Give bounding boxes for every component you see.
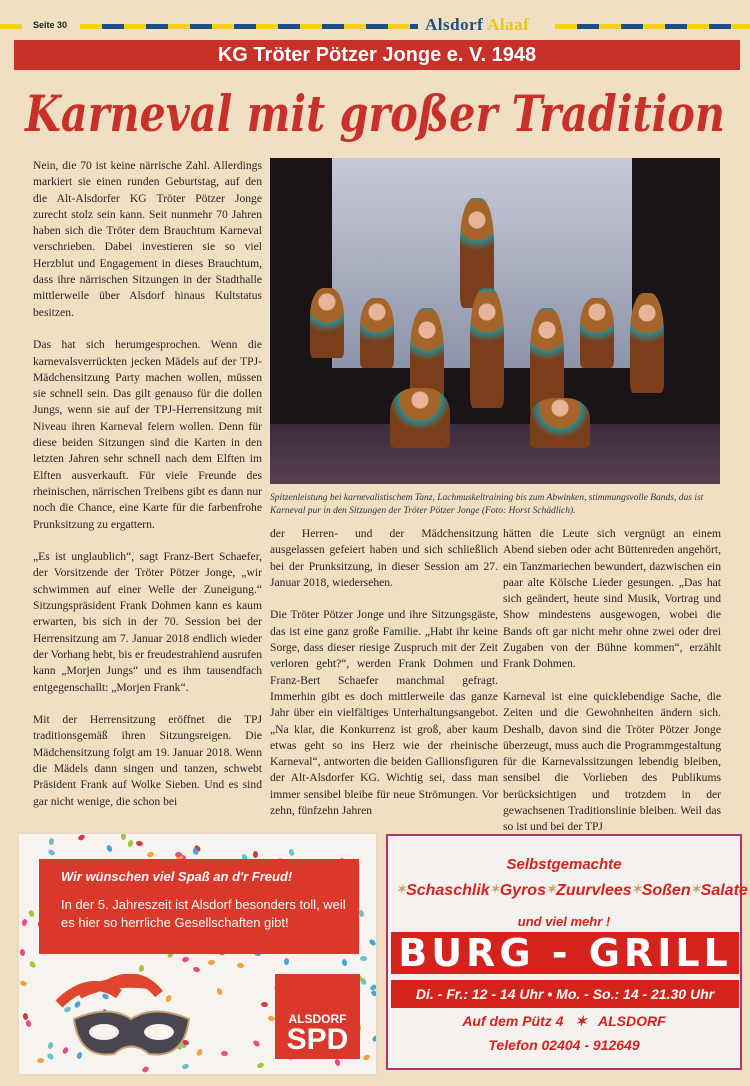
confetti-dot	[136, 840, 144, 846]
magazine-title: Alsdorf Alaaf	[425, 15, 530, 34]
confetti-dot	[105, 844, 113, 852]
ad-text: In der 5. Jahreszeit ist Alsdorf besonders toll, weil es hier so herrliche Gesellschaften gibt!	[61, 897, 346, 930]
star-icon: ✶	[575, 1013, 587, 1029]
paragraph: Die Tröter Pötzer Jonge und ihre Sitzungsgäste, das ist eine ganz große Familie. „Habt ihr keine Sorge, dass dieser riesige Zuspruch mit der Zeit verloren geht?“, werden Frank Dohmen und Franz-Bert Schaefer manchmal gefragt. Immerhin gibt es doch mittlerweile das ganze Jahr über ein vielfältiges Unterhaltungsangebot. „Na klar, die Konkurrenz ist groß, aber kaum etwas geht so ins Herz wie der rheinische Karneval“, antworten die beiden Gallionsfiguren der Alt-Alsdorfer KG. Wichtig sei, dass man immer sensibel bleibe für neue Strömungen. Vor zehn, fünfzehn Jahren	[270, 608, 498, 818]
photo-caption: Spitzenleistung bei karnevalistischem Tanz, Lachmuskeltraining bis zum Abwinken, stimmungsvolle Bands, das ist Karneval pur in den Sitzungen der Tröter Pötzer Jonge (Foto: Horst Schädlich).	[270, 493, 704, 516]
section-banner: KG Tröter Pötzer Jonge e. V. 1948	[14, 40, 740, 70]
menu-items	[396, 882, 748, 900]
headline: Karneval mit großer Tradition	[25, 84, 725, 143]
article-column-3	[503, 526, 721, 852]
decor-stripe	[555, 24, 750, 29]
paragraph: Mit der Herrensitzung eröffnet die TPJ traditionsgemäß ihren Sitzungsreigen. Die Mädchensitzung folgt am 19. Januar 2018. Wenn die Mädels dann singen und tanzen, schwebt Präsident Frank auf Wolke Sieben. Und es sind gar nicht wenige, die schon bei	[33, 713, 262, 808]
confetti-dot	[370, 989, 378, 997]
paragraph: hätten die Leute sich vergnügt an einem Abend sieben oder acht Büttenreden angehört, ein Tanzmariechen bewundert, dazwischen ein paar alte Kölsche Lieder gesungen. „Das hat sich geändert, heute sind Musik, Vortrag und Show mindestens ausgewogen, wobei die Bands oft gar nicht mehr ohne zwei oder drei Zugaben von der Bühne kommen“, erzählt Frank Dohmen.	[503, 527, 721, 671]
headline-container	[25, 84, 725, 146]
menu-item: Salate	[700, 882, 748, 899]
ad-slogan: Wir wünschen viel Spaß an d'r Freud!	[61, 869, 293, 884]
confetti-dot	[253, 1039, 262, 1047]
menu-item: Schaschlik	[406, 882, 490, 899]
confetti-dot	[192, 966, 200, 973]
decor-stripe	[0, 24, 22, 29]
article-column-2	[270, 526, 498, 836]
confetti-dot	[48, 849, 57, 857]
page-number: Seite 30	[33, 20, 68, 30]
confetti-dot	[208, 959, 216, 965]
restaurant-name: BURG - GRILL	[391, 932, 739, 974]
paragraph: „Es ist unglaublich“, sagt Franz-Bert Schaefer, der Vorsitzende der Tröter Pötzer Jonge, „wir schwimmen auf einer Welle der Zuneigung.“ Sitzungspräsident Frank Dohmen kann es kaum erwarten, bis sich in der 70. Session bei der Herrensitzung am 7. Januar 2018 endlich wieder der Vorhang hebt, bis er freudestrahlend ausrufen kann „Morjen Jungs“ und es ihm tausendfach entgegenschallt: „Morjen Frank“.	[33, 550, 262, 694]
confetti-dot	[256, 1062, 264, 1069]
star-icon: ✶	[631, 882, 642, 896]
spd-advertisement	[17, 832, 378, 1076]
menu-item: Zuurvlees	[556, 882, 632, 899]
confetti-dot	[334, 1058, 341, 1066]
confetti-dot	[20, 980, 28, 987]
confetti-dot	[359, 956, 367, 962]
confetti-dot	[362, 1053, 370, 1060]
star-icon: ✶	[545, 882, 557, 896]
confetti-dot	[37, 1057, 44, 1063]
star-icon: ✶	[489, 882, 500, 896]
carnival-mask-icon	[49, 974, 209, 1064]
confetti-dot	[284, 958, 290, 965]
confetti-dot	[78, 833, 87, 841]
spd-logo: ALSDORF SPD	[275, 974, 360, 1059]
paragraph: Karneval ist eine quicklebendige Sache, die Zeiten und die Gewohnheiten ändern sich. Deshalb, davon sind die Tröter Pötzer Jonge überzeugt, muss auch die Programmgestaltung für die Karnevalssitzungen lebendig bleiben, sensibel die Vorlieben des Publikums berücksichtigen und trotzdem in der gewachsenen Traditionslinie bleiben. Weil das so ist und bei der TPJ	[503, 689, 721, 834]
confetti-dot	[127, 839, 134, 847]
star-icon: ✶	[396, 882, 407, 896]
burg-grill-advertisement	[386, 834, 748, 1070]
paragraph: der Herren- und der Mädchensitzung ausgelassen gefeiert haben und sich schließlich bei der Prunksitzung, in dieser Session am 27. Januar 2018, wiedersehen.	[270, 527, 498, 589]
ad-more: und viel mehr !	[517, 914, 611, 929]
confetti-dot	[182, 956, 190, 963]
address: Auf dem Pütz 4 ✶ ALSDORF	[462, 1013, 666, 1029]
ad-intro: Selbstgemachte	[506, 856, 622, 873]
confetti-dot	[181, 1063, 189, 1070]
confetti-dot	[146, 851, 154, 858]
confetti-dot	[20, 949, 26, 957]
confetti-dot	[141, 1065, 150, 1073]
ad-message	[39, 859, 359, 954]
confetti-dot	[22, 918, 29, 926]
confetti-dot	[27, 909, 35, 917]
paragraph: Das hat sich herumgesprochen. Wenn die karnevalsverrückten jecken Mädels auf der TPJ-Mädchensitzung Party machen wollen, müssen sie schnell sein. Das gilt genauso für die dollen Jungs, wenn sie auf der TPJ-Herrensitzung mit Niveau ihren Karneval feiern wollen. Denn für diese beiden Sitzungen sind die Karten in den letzten Jahren sehr schnell nach dem Elften im Elften ausverkauft. Für viele Freunde des rheinischen, närrischen Treibens gibt es dann nur noch die Chance, eine Karte für die farbenfrohe Prunksitzung zu ergattern.	[33, 338, 262, 531]
confetti-dot	[371, 1034, 378, 1042]
confetti-dot	[25, 1020, 31, 1028]
confetti-dot	[138, 965, 144, 973]
confetti-dot	[29, 960, 37, 969]
confetti-dot	[341, 958, 348, 966]
confetti-dot	[288, 848, 295, 856]
confetti-dot	[49, 838, 55, 846]
confetti-dot	[261, 1002, 268, 1007]
decor-stripe	[80, 24, 418, 29]
confetti-dot	[120, 833, 126, 841]
phone: Telefon 02404 - 912649	[488, 1037, 640, 1053]
star-icon: ✶	[690, 882, 701, 896]
menu-item: Gyros	[499, 882, 546, 899]
confetti-dot	[358, 910, 364, 918]
confetti-dot	[253, 851, 258, 858]
article-column-1	[33, 158, 262, 826]
dance-photo	[270, 158, 720, 484]
confetti-dot	[216, 988, 223, 996]
confetti-dot	[221, 1051, 228, 1056]
menu-item: Soßen	[641, 882, 691, 899]
paragraph: Nein, die 70 ist keine närrische Zahl. Allerdings markiert sie einen runden Geburtstag, auf den die Alt-Alsdorfer KG Tröter Pötzer Jonge zurecht stolz sein kann. Seit nunmehr 70 Jahren haben sich die Tröter dem Brauchtum Karneval verschrieben. Dabei investieren sie so viel Herzblut und Engagement in dieses Brauchtum, dass ihre närrischen Sitzungen in der Stadthalle mittlerweile über Alsdorf hinaus Kultstatus besitzen.	[33, 159, 262, 319]
confetti-dot	[237, 962, 245, 968]
confetti-dot	[368, 938, 377, 946]
opening-hours: Di. - Fr.: 12 - 14 Uhr • Mo. - So.: 14 - 21.30 Uhr	[391, 980, 739, 1008]
